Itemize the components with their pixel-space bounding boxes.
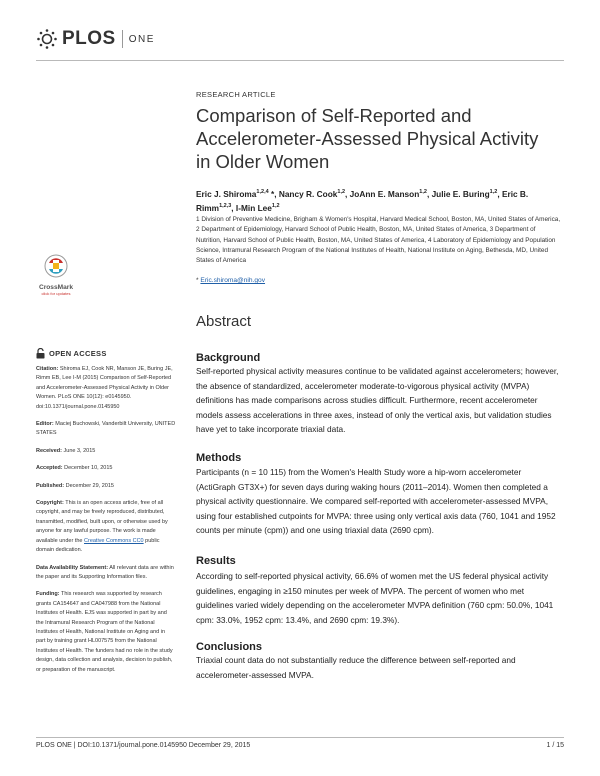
- author-affiliation-sup: 1,2: [489, 189, 498, 195]
- author-affiliation-sup: 1,2,4: [256, 189, 269, 195]
- author-name[interactable]: I-Min Lee: [235, 203, 272, 214]
- results-text: According to self-reported physical activity, 66.6% of women met the US federal physical activity guidelines, engaging in ≥150 minutes per week of MVPA. The percent of women who met guidelines varied widely depending on the accelerometer MVPA definition (760 cpm: 50.0%, 1041 cpm: 33.0%, 1952 cpm: 13.4%, and 2690 cpm: 19.3%).: [196, 571, 554, 625]
- logo-divider: [122, 30, 123, 48]
- author-affiliation-sup: 1,2: [271, 203, 280, 210]
- footer-citation: PLOS ONE | DOI:10.1371/journal.pone.0145950 December 29, 2015: [36, 742, 251, 749]
- data-availability-label: Data Availability Statement:: [36, 564, 109, 571]
- methods-heading: Methods: [196, 452, 242, 464]
- correspondence-email: [196, 277, 265, 284]
- crossmark-icon: [44, 254, 68, 278]
- article-type: RESEARCH ARTICLE: [196, 90, 276, 99]
- crossmark-label: CrossMark: [38, 284, 74, 291]
- data-availability-block: [36, 564, 176, 583]
- received-label: Received:: [36, 447, 62, 454]
- copyright-label: Copyright:: [36, 500, 64, 507]
- article-sidebar: [36, 348, 176, 683]
- accepted-date: December 10, 2015: [64, 465, 113, 472]
- received-date: June 3, 2015: [63, 447, 96, 454]
- accepted-block: [36, 464, 176, 473]
- editor-block: [36, 420, 176, 439]
- funding-label: Funding:: [36, 591, 60, 598]
- funding-block: [36, 590, 176, 675]
- open-lock-icon: [36, 348, 45, 359]
- conclusions-text: Triaxial count data do not substantially reduce the difference between self-reported and accelerometer-assessed MVPA.: [196, 655, 516, 680]
- results-heading: Results: [196, 555, 236, 567]
- published-label: Published:: [36, 482, 65, 489]
- received-block: [36, 447, 176, 456]
- plos-one-logo[interactable]: [36, 28, 155, 50]
- open-access-badge: [36, 348, 176, 359]
- author-name[interactable]: Eric J. Shiroma: [196, 188, 257, 199]
- open-access-label: OPEN ACCESS: [49, 348, 107, 358]
- published-block: [36, 482, 176, 491]
- author-name[interactable]: Eric B. Rimm: [196, 188, 529, 214]
- footer-rule: [36, 737, 564, 738]
- citation-label: Citation:: [36, 366, 59, 372]
- citation-text: Shiroma EJ, Cook NR, Manson JE, Buring JE, Rimm EB, Lee I-M (2015) Comparison of Self-Reported and Accelerometer-Assessed Physical Activity in Older Women. PLoS ONE 10(12): e0145950. doi:10.1371/journal.pone.0145950: [36, 366, 173, 410]
- corresponding-marker: *: [268, 188, 275, 199]
- plos-dots-icon: [36, 28, 58, 50]
- affiliations: 1 Division of Preventive Medicine, Brigham & Women's Hospital, Harvard Medical School, Boston, MA, United States of America, 2 Department of Epidemiology, Harvard School of Public Health, Boston, MA, United States of America, 3 Department of Nutrition, Harvard School of Public Health, Boston, MA, United States of America, 4 Laboratory of Epidemiology and Population Science, Intramural Research Program of the National Institutes of Health, National Institute on Aging, Bethesda, MD, United States of America: [196, 216, 561, 265]
- author-list: Eric J. Shiroma$^{1,2,4}$ *, Nancy R. Cook$^{1,2}$, JoAnn E. Manson$^{1,2}$, Julie E. Buring$^{1,2}$, Eric B. Rimm$^{1,2,3}$, I-Min Lee$^{1,2}$: [196, 188, 529, 214]
- author-name[interactable]: JoAnn E. Manson: [349, 188, 420, 199]
- logo-text: PLOS: [62, 28, 116, 49]
- crossmark-badge[interactable]: [36, 254, 76, 296]
- published-date: December 29, 2015: [65, 482, 114, 489]
- email-marker: *: [196, 277, 199, 284]
- copyright-text-end: public domain dedication.: [36, 537, 160, 554]
- funding-text: This research was supported by research grants CA154647 and CA047988 from the National Institutes of Health. EJS was supported in part by and the Intramural Research Program of the National Institutes of Health, National Institute on Aging and in part by training grant HL007575 from the National Institutes of Health. The funders had no role in the study design, data collection and analysis, decision to publish, or preparation of the manuscript.: [36, 591, 173, 673]
- crossmark-sublabel: click for updates: [41, 291, 71, 296]
- accepted-label: Accepted:: [36, 465, 63, 472]
- citation-block: [36, 365, 176, 412]
- methods-text: Participants (n = 10 115) from the Women's Health Study wore a hip-worn accelerometer (ActiGraph GT3X+) for seven days during waking hours (2011–2014). Women then completed a physical activity questionnaire. We compared self-reported with accelerometer-assessed MVPA, using four established cutpoints for MVPA: three using only vertical axis data (760, 1041 and 1952 counts per minute (cpm)) and one using triaxial data (2690 cpm).: [196, 467, 556, 536]
- editor-text: Maciej Buchowski, Vanderbilt University, UNITED STATES: [36, 421, 176, 437]
- article-title: Comparison of Self-Reported and Accelerometer-Assessed Physical Activity in Older Women: [196, 105, 539, 172]
- copyright-text: This is an open access article, free of all copyright, and may be freely reproduced, distributed, transmitted, modified, built upon, or otherwise used by anyone for any lawful purpose. The work is made available under the: [36, 500, 168, 544]
- author-affiliation-sup: 1,2,3: [219, 203, 232, 210]
- email-link[interactable]: Eric.shiroma@nih.gov: [200, 277, 266, 284]
- header-rule: [36, 60, 564, 61]
- author-name[interactable]: Julie E. Buring: [431, 188, 490, 199]
- background-text: Self-reported physical activity measures continue to be validated against accelerometers; however, the absence of standardized, accelerometer moderate-to-vigorous physical activity (MVPA) definitions has made comparisons across studies difficult. Furthermore, recent accelerometer models assess accelerations in three axes, instead of only the vertical axis, but validation studies have yet to take incorporate triaxial data.: [196, 366, 559, 435]
- logo-subtext: ONE: [128, 33, 155, 45]
- data-availability-text: All relevant data are within the paper and its Supporting Information files.: [36, 564, 174, 580]
- page-number: 1 / 15: [546, 742, 564, 749]
- editor-label: Editor:: [36, 421, 54, 428]
- author-name[interactable]: Nancy R. Cook: [278, 188, 338, 199]
- cc0-license-link[interactable]: Creative Commons CC0: [84, 537, 144, 544]
- copyright-block: [36, 499, 176, 555]
- abstract-heading: Abstract: [196, 313, 252, 330]
- author-affiliation-sup: 1,2: [419, 189, 427, 195]
- author-affiliation-sup: 1,2: [337, 189, 346, 195]
- background-heading: Background: [196, 352, 261, 364]
- conclusions-heading: Conclusions: [196, 641, 263, 653]
